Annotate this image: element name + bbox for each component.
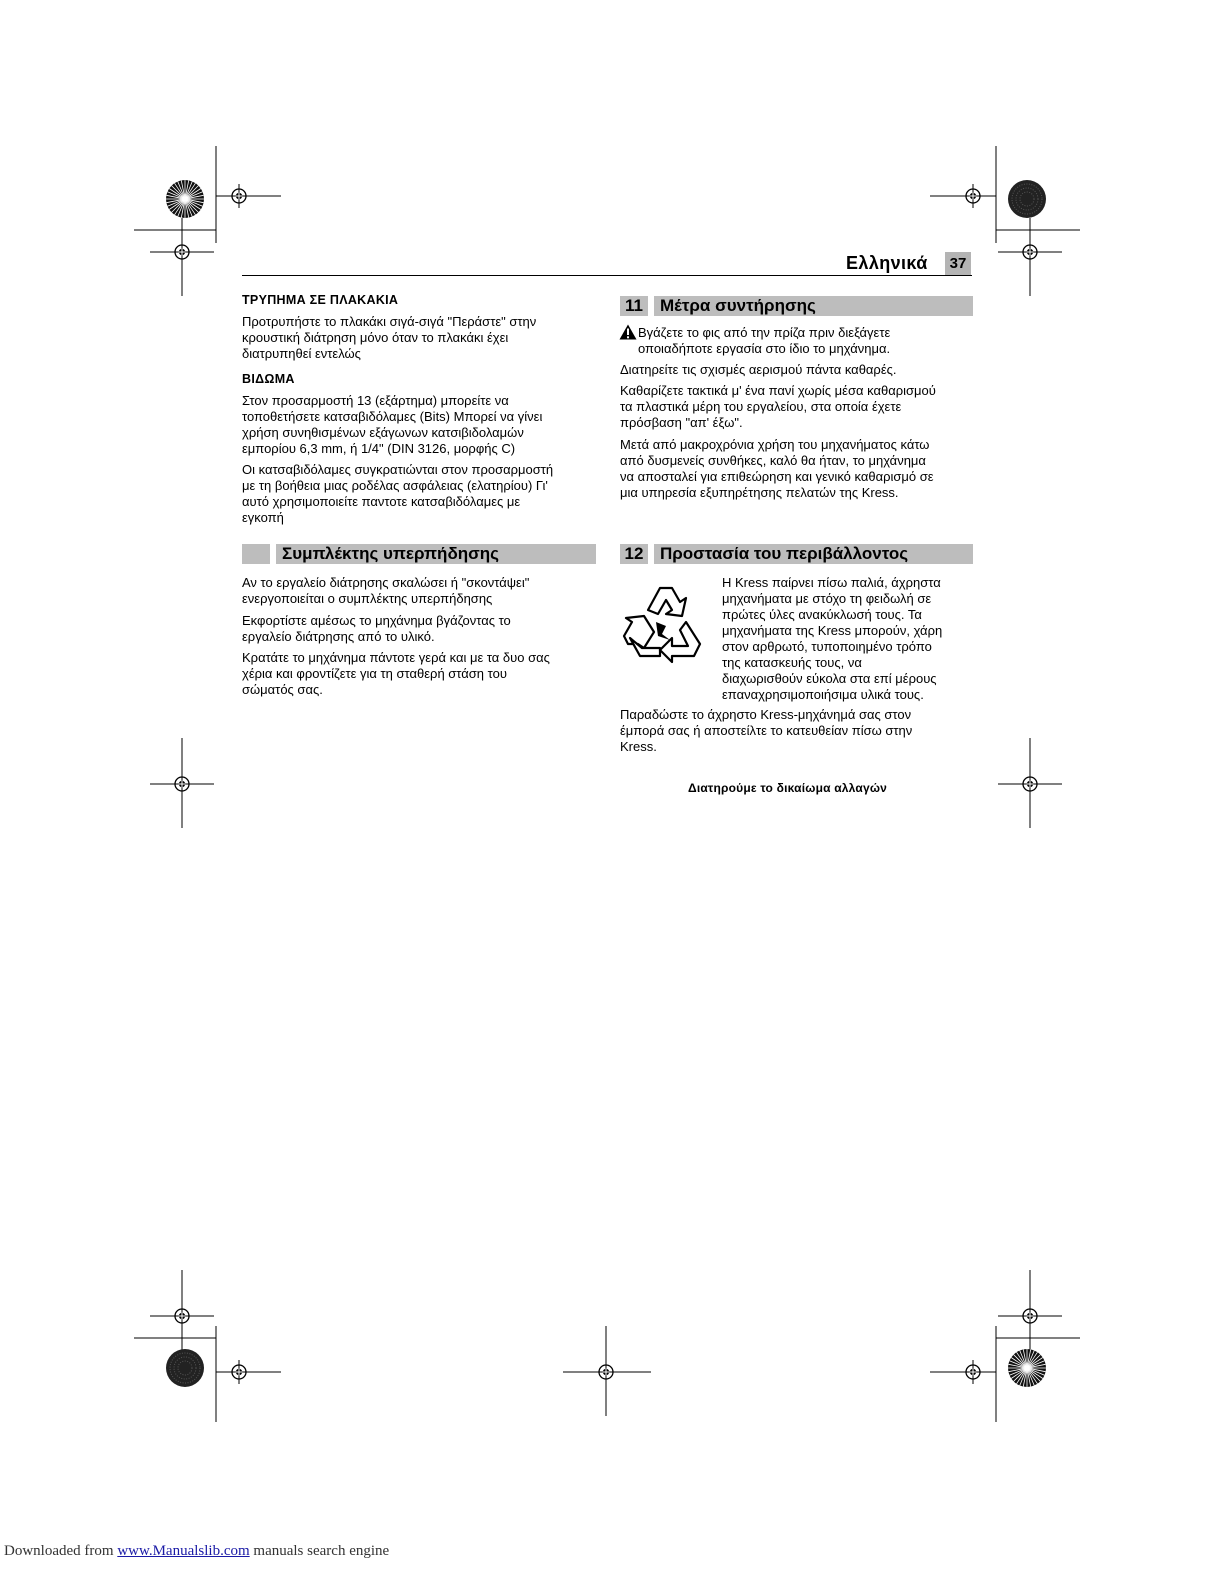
header-rule	[242, 275, 972, 276]
screwing-heading: ΒΙΔΩΜΑ	[242, 372, 295, 386]
drilling-tiles-text: Προτρυπήστε το πλακάκι σιγά-σιγά "Περάστε" στην κρουστική διάτρηση μόνο όταν το πλακάκι έχει διατρυπηθεί εντελώς	[242, 314, 537, 361]
clutch-section-number-box	[242, 544, 270, 564]
warning-text: Βγάζετε το φις από την πρίζα πριν διεξάγετε οποιαδήποτε εργασία στο ίδιο το μηχάνημα.	[638, 325, 891, 356]
section-12-number: 12	[620, 544, 648, 564]
clutch-paragraph-3: Κρατάτε το μηχάνημα πάντοτε γερά και με τα δυο σας χέρια και φροντίζετε για τη σταθερή στάση του σώματός σας.	[242, 650, 550, 697]
vents-text: Διατηρείτε τις σχισμές αερισμού πάντα καθαρές.	[620, 362, 897, 377]
page-language-label: Ελληνικά	[846, 253, 928, 273]
recycle-icon	[620, 578, 710, 664]
page-number: 37	[949, 255, 967, 272]
footer-suffix: manuals search engine	[253, 1543, 390, 1559]
rights-notice: Διατηρούμε το δικαίωμα αλλαγών	[688, 781, 888, 795]
section-11-number: 11	[620, 296, 648, 316]
download-footer	[4, 1543, 389, 1560]
return-text: Παραδώστε το άχρηστο Kress-μηχάνημά σας στον έμπορά σας ή αποστείλτε το κατευθείαν πίσω στην Kress.	[620, 707, 913, 754]
clutch-section-title: Συμπλέκτης υπερπήδησης	[276, 544, 596, 564]
section-12-title: Προστασία του περιβάλλοντος	[654, 544, 973, 564]
footer-prefix: Downloaded from	[4, 1543, 114, 1559]
screwing-paragraph-2: Οι κατσαβιδόλαμες συγκρατιώνται στον προσαρμοστή με τη βοήθεια μιας ροδέλας ασφάλειας (ελατηρίου) Γι' αυτό χρησιμοποιείτε παντοτε κατσαβιδόλαμες με εγκοπή	[242, 462, 554, 525]
manualslib-link[interactable]: www.Manualslib.com	[117, 1543, 250, 1559]
service-text: Μετά από μακροχρόνια χρήση του μηχανήματος κάτω από δυσμενείς συνθήκες, καλό θα ήταν, το μηχάνημα να αποσταλεί για επιθεώρηση και γενικό καθαρισμό σε μια υπηρεσία εξυπηρέτησης πελατών της Kress.	[620, 437, 934, 500]
recycle-text: Η Kress παίρνει πίσω παλιά, άχρηστα μηχανήματα με στόχο τη φειδωλή σε πρώτες ύλες ανακύκλωσή τους. Τα μηχανήματα της Kress μπορούν, χάρη στον αρθρωτό, τυποποιημένο τρόπο της κατασκευής τους, να διαχωρισθούν εύκολα στα επί μέρους επαναχρησιμοποιήσιμα υλικά τους.	[722, 575, 943, 702]
screwing-paragraph-1: Στον προσαρμοστή 13 (εξάρτημα) μπορείτε να τοποθετήσετε κατσαβιδόλαμες (Bits) Μπορεί να γίνει χρήση συνηθισμένων εξάγωνων κατσιβιδολαμών εμπορίου 6,3 mm, ή 1/4" (DIN 3126, μορφής C)	[242, 393, 543, 456]
clutch-paragraph-1: Αν το εργαλείο διάτρησης σκαλώσει ή "σκοντάψει" ενεργοποιείται ο συμπλέκτης υπερπήδησης	[242, 575, 530, 606]
clutch-paragraph-2: Εκφορτίστε αμέσως το μηχάνημα βγάζοντας το εργαλείο διάτρησης από το υλικό.	[242, 613, 511, 644]
drilling-tiles-heading: ΤΡΥΠΗΜΑ ΣΕ ΠΛΑΚΑΚΙΑ	[242, 293, 399, 307]
section-11-title: Μέτρα συντήρησης	[654, 296, 973, 316]
warning-triangle-icon	[619, 324, 637, 340]
cleaning-text: Καθαρίζετε τακτικά μ' ένα πανί χωρίς μέσα καθαρισμού τα πλαστικά μέρη του εργαλείου, στα οποία έχετε πρόσβαση "απ' έξω".	[620, 383, 936, 430]
page-number-box	[945, 252, 971, 276]
